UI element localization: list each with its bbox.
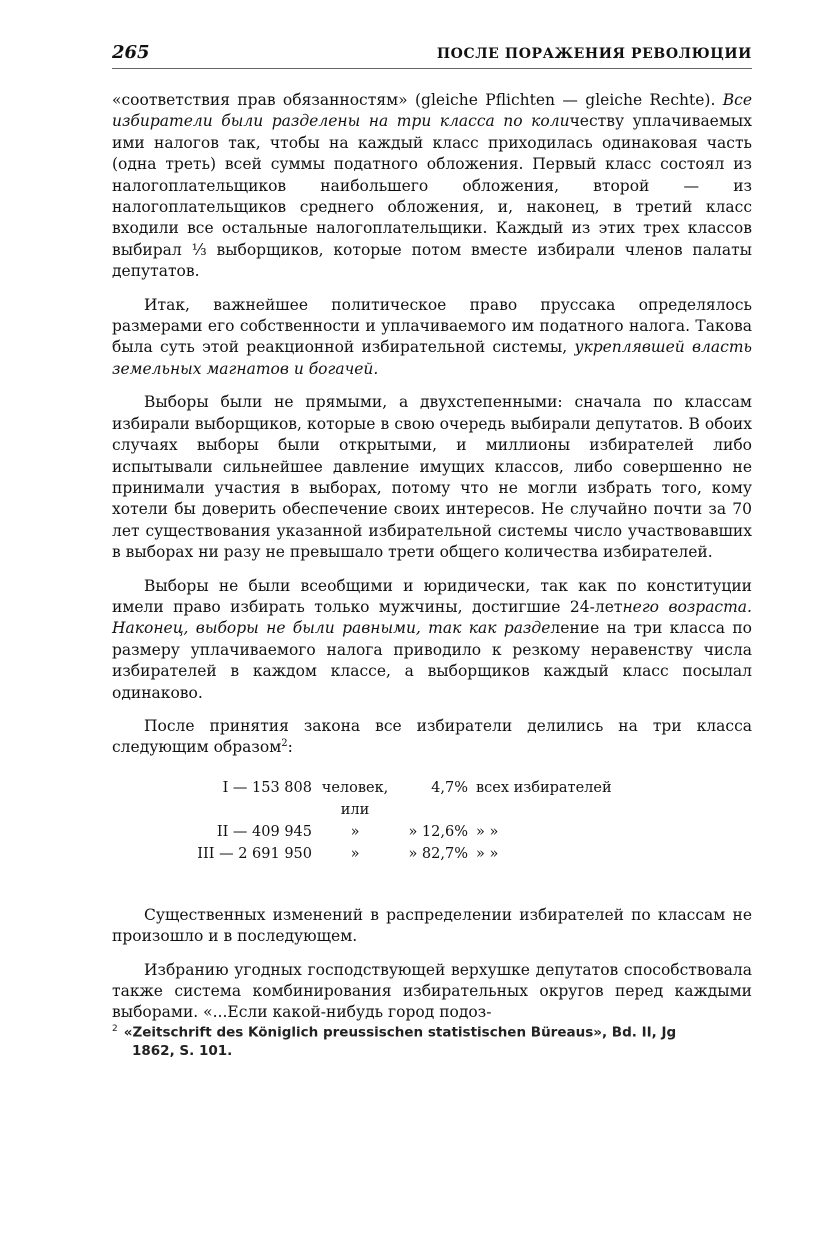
footnote: [112, 1020, 752, 1060]
paragraph-1-italic: Все избиратели были разделены на три класса по коли: [112, 91, 752, 131]
tail-text: » »: [476, 845, 499, 862]
percent-value: » 12,6%: [408, 823, 468, 840]
unit-text: человек, или: [321, 779, 389, 818]
paragraph-4-text: Выборы не были всеобщими и юридически, так как по конституции имели право избирать только мужчины, достигшие 24-лет: [112, 576, 752, 616]
paragraph-5: [112, 716, 752, 759]
page-header: [112, 42, 752, 66]
header-rule: [112, 68, 752, 69]
voter-class-table: [112, 777, 752, 865]
paragraph-2: [112, 295, 752, 381]
table-row: [112, 821, 752, 843]
paragraph-7: Избранию угодных господствующей верхушке депутатов способствовала также система комбинирования избирательных округов перед каждыми выборами. «...Если какой-нибудь город подоз-: [112, 960, 752, 1022]
paragraph-2-italic: укреплявшей власть земельных магнатов и богачей.: [112, 338, 752, 378]
class-count: I — 153 808: [222, 779, 312, 796]
footnote-line-2: 1862, S. 101.: [132, 1042, 233, 1059]
percent-value: » 82,7%: [408, 845, 468, 862]
paragraph-6: Существенных изменений в распределении избирателей по классам не произошло и в последующем.: [112, 905, 752, 946]
running-head: ПОСЛЕ ПОРАЖЕНИЯ РЕВОЛЮЦИИ: [436, 46, 752, 62]
tail-text: всех избирателей: [476, 779, 612, 796]
paragraph-2-text: Итак, важнейшее политическое право пруссака определялось размерами его собственности и уплачиваемого им податного налога. Такова была суть этой реакционной избирательной системы,: [112, 295, 752, 357]
paragraph-1-rest: честву уплачиваемых ими налогов так, чтобы на каждый класс приходилась одинаковая часть (одна треть) всей суммы податного обложения. Первый класс состоял из налогоплательщиков наибольшего обложения, второй — из налогоплательщиков среднего обложения, и, наконец, в третий класс входили все остальные налогоплательщики. Каждый из этих трех классов выбирал ⅓ выборщиков, которые потом вместе избирали членов палаты депутатов.: [112, 112, 752, 281]
tail-text: » »: [476, 823, 499, 840]
table-row: [112, 777, 752, 821]
footnote-line-1: «Zeitschrift des Königlich preussischen statistischen Büreaus», Bd. II, Jg: [123, 1024, 677, 1041]
page-body: [112, 90, 752, 1036]
table-row: [112, 843, 752, 865]
percent-value: 4,7%: [431, 779, 468, 796]
class-count: II — 409 945: [216, 823, 312, 840]
paragraph-4-rest: ление на три класса по размеру уплачиваемого налога приводило к резкому неравенству числа избирателей в каждом классе, а выборщиков каждый класс посылал одинаково.: [112, 619, 752, 702]
footnote-mark: 2: [112, 1024, 118, 1034]
page-number: 265: [112, 42, 150, 63]
paragraph-5-colon: :: [287, 738, 293, 757]
paragraph-5-text: После принятия закона все избиратели делились на три класса следующим образом: [112, 716, 752, 757]
paragraph-3: Выборы были не прямыми, а двухстепенными: сначала по классам избирали выборщиков, которые в свою очередь выбирали депутатов. В обоих случаях выборы были открытыми, и миллионы избирателей либо испытывали сильнейшее давление имущих классов, либо совершенно не принимали участия в выборах, потому что не могли избрать того, кому хотели бы доверить обеспечение своих интересов. Не случайно почти за 70 лет существования указанной избирательной системы число участвовавших в выборах ни разу не превышало трети общего количества избирателей.: [112, 393, 752, 562]
paragraph-1-text: «соответствия прав обязанностям» (gleiche Pflichten — gleiche Rechte).: [112, 91, 723, 109]
unit-text: »: [350, 823, 360, 840]
footnote-ref[interactable]: 2: [281, 738, 288, 750]
paragraph-4-italic: него возраста. Наконец, выборы не были равными, так как разде: [112, 597, 752, 638]
class-count: III — 2 691 950: [197, 845, 312, 862]
paragraph-4: [112, 576, 752, 704]
paragraph-1: [112, 90, 752, 283]
unit-text: »: [350, 845, 360, 862]
